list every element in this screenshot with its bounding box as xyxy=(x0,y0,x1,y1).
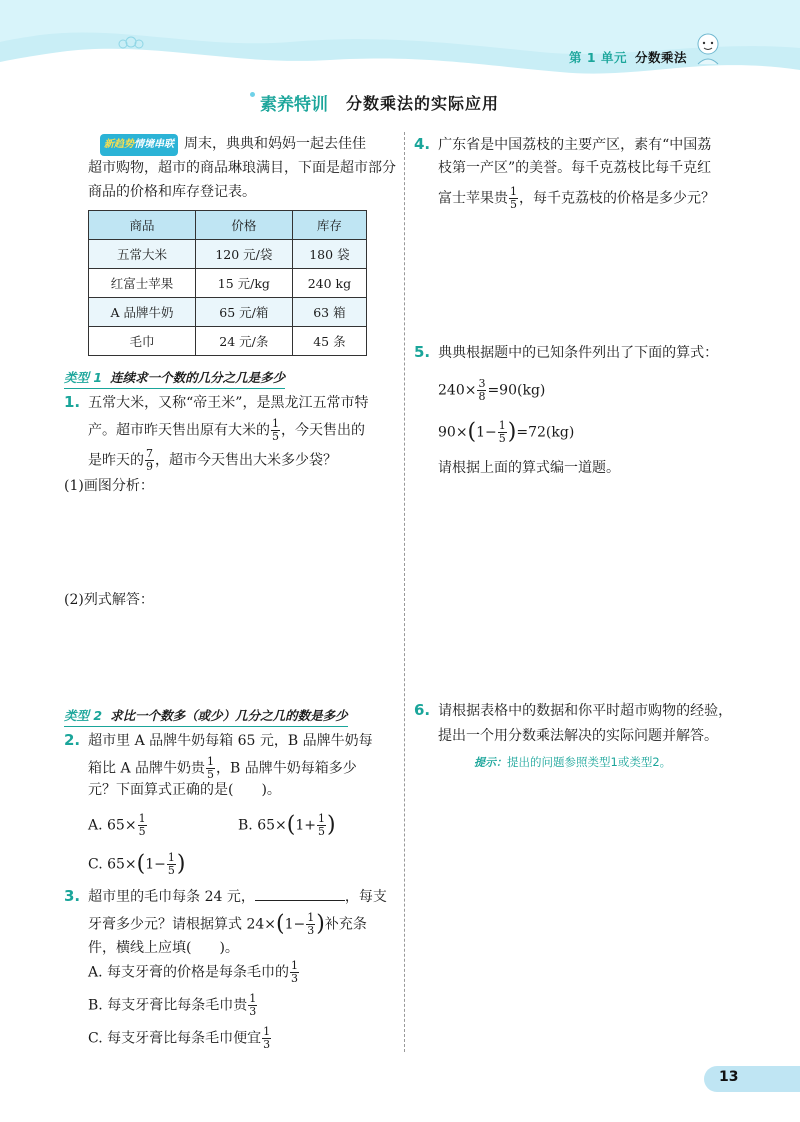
q3-option-a[interactable]: A. 每支牙膏的价格是每条毛巾的 $\frac{1}{3}$ xyxy=(88,959,299,985)
unit-chapter-label: 第 1 单元 分数乘法 xyxy=(569,50,687,65)
q2-option-a[interactable]: A. 65× $\frac{1}{5}$ xyxy=(88,812,146,838)
table-cell: 红富士苹果 xyxy=(89,269,196,298)
fraction: $\frac{1}{3}$ xyxy=(307,911,315,937)
table-cell: 240 kg xyxy=(292,269,366,298)
fraction: $\frac{1}{5}$ xyxy=(510,185,517,211)
q5-line-1: 5. 典典根据题中的已知条件列出了下面的算式： xyxy=(414,343,719,361)
character-mascot-icon xyxy=(690,30,726,70)
table-cell: 24 元/条 xyxy=(195,327,292,356)
q6-line-1: 6. 请根据表格中的数据和你平时超市购物的经验， xyxy=(414,701,733,719)
fraction: $\frac{1}{3}$ xyxy=(291,959,299,985)
table-cell: 65 元/箱 xyxy=(195,298,292,327)
q4-line-1: 4. 广东省是中国荔枝的主要产区，素有“中国荔 xyxy=(414,135,712,153)
type1-heading: 类型 1 连续求一个数的几分之几是多少 xyxy=(64,370,286,385)
trend-tag: 新趋势情境串联 xyxy=(100,134,178,156)
page-number: 13 xyxy=(719,1069,739,1085)
fraction: $\frac{1}{3}$ xyxy=(263,1025,271,1051)
table-cell: 毛巾 xyxy=(89,327,196,356)
q1-line-3: 是昨天的 $\frac{7}{9}$ ，超市今天售出大米多少袋？ xyxy=(88,447,337,473)
q2-number: 2. xyxy=(64,731,81,749)
q2-line-1: 2. 超市里 A 品牌牛奶每箱 65 元，B 品牌牛奶每 xyxy=(64,731,373,749)
table-header-cell: 商品 xyxy=(89,211,196,240)
table-cell: A 品牌牛奶 xyxy=(89,298,196,327)
q4-number: 4. xyxy=(414,135,431,153)
bubble-decoration-icon xyxy=(118,36,144,50)
hint-text: 提出的问题参照类型1或类型2。 xyxy=(507,755,672,769)
fraction: $\frac{1}{3}$ xyxy=(249,992,257,1018)
table-cell: 120 元/袋 xyxy=(195,240,292,269)
q4-line-2: 枝第一产区”的美誉。每千克荔枝比每千克红 xyxy=(438,160,712,176)
table-header-row xyxy=(89,211,367,240)
q1-line-1: 1. 五常大米，又称“帝王米”，是黑龙江五常市特 xyxy=(64,393,369,411)
fraction: $\frac{1}{5}$ xyxy=(207,755,215,781)
q3-line-3: 件，横线上应填( )。 xyxy=(88,940,239,956)
q3-line-2: 牙膏多少元？请根据算式 24×(1− $\frac{1}{3}$ )补充条 xyxy=(88,911,367,937)
q2-option-c[interactable]: C. 65×(1− $\frac{1}{5}$ ) xyxy=(88,851,186,877)
table-row xyxy=(89,298,367,327)
q1-sub2-equation-solve: (2)列式解答： xyxy=(64,592,154,608)
fraction: $\frac{1}{5}$ xyxy=(167,851,175,877)
type2-heading: 类型 2 求比一个数多（或少）几分之几的数是多少 xyxy=(64,708,348,723)
q2-option-b[interactable]: B. 65×(1+ $\frac{1}{5}$ ) xyxy=(238,812,336,838)
q2-line-3: 元？下面算式正确的是( )。 xyxy=(88,782,281,798)
table-header-cell: 价格 xyxy=(195,211,292,240)
fraction: $\frac{1}{5}$ xyxy=(317,812,325,838)
table-cell: 63 箱 xyxy=(292,298,366,327)
table-row xyxy=(89,240,367,269)
section-title: 分数乘法的实际应用 xyxy=(346,93,500,113)
column-divider xyxy=(404,132,405,1052)
q3-line-1: 3. 超市里的毛巾每条 24 元， ，每支 xyxy=(64,887,387,905)
q2-line-2: 箱比 A 品牌牛奶贵 $\frac{1}{5}$ ，B 品牌牛奶每箱多少 xyxy=(88,755,357,781)
q5-equation-1: 240× $\frac{3}{8}$ =90(kg) xyxy=(438,377,546,403)
hint-label: 提示： xyxy=(474,756,507,769)
table-cell: 180 袋 xyxy=(292,240,366,269)
q5-number: 5. xyxy=(414,343,431,361)
hint-line xyxy=(474,752,671,773)
q3-option-b[interactable]: B. 每支牙膏比每条毛巾贵 $\frac{1}{3}$ xyxy=(88,992,257,1018)
fraction: $\frac{1}{5}$ xyxy=(272,417,279,443)
fraction: $\frac{7}{9}$ xyxy=(146,447,153,473)
table-cell: 15 元/kg xyxy=(195,269,292,298)
q1-number: 1. xyxy=(64,393,81,411)
fraction: $\frac{1}{5}$ xyxy=(138,812,146,838)
answer-blank[interactable] xyxy=(255,887,345,901)
q6-line-2: 提出一个用分数乘法解决的实际问题并解答。 xyxy=(438,728,718,744)
section-badge: 素养特训 xyxy=(250,90,334,115)
q5-line-2: 请根据上面的算式编一道题。 xyxy=(438,460,620,476)
table-cell: 45 条 xyxy=(292,327,366,356)
table-row xyxy=(89,269,367,298)
q4-line-3: 富士苹果贵 $\frac{1}{5}$ ，每千克荔枝的价格是多少元？ xyxy=(438,185,715,211)
fraction: $\frac{3}{8}$ xyxy=(478,377,486,403)
q3-option-c[interactable]: C. 每支牙膏比每条毛巾便宜 $\frac{1}{3}$ xyxy=(88,1025,271,1051)
intro-line-1: 新趋势情境串联 周末，典典和妈妈一起去佳佳 xyxy=(100,134,366,156)
section-header xyxy=(250,90,499,114)
intro-line-3: 商品的价格和库存登记表。 xyxy=(88,184,256,200)
price-stock-table xyxy=(88,210,367,356)
fraction: $\frac{1}{5}$ xyxy=(498,419,506,445)
chapter-title: 分数乘法 xyxy=(634,50,687,65)
q3-number: 3. xyxy=(64,887,81,905)
q5-equation-2: 90×(1− $\frac{1}{5}$ )=72(kg) xyxy=(438,419,575,445)
q6-number: 6. xyxy=(414,701,431,719)
q1-sub1-drawing-analysis: (1)画图分析： xyxy=(64,478,154,494)
table-cell: 五常大米 xyxy=(89,240,196,269)
table-row xyxy=(89,327,367,356)
intro-line-2: 超市购物，超市的商品琳琅满目，下面是超市部分 xyxy=(88,160,396,176)
q1-line-2: 产。超市昨天售出原有大米的 $\frac{1}{5}$ ，今天售出的 xyxy=(88,417,365,443)
table-header-cell: 库存 xyxy=(292,211,366,240)
